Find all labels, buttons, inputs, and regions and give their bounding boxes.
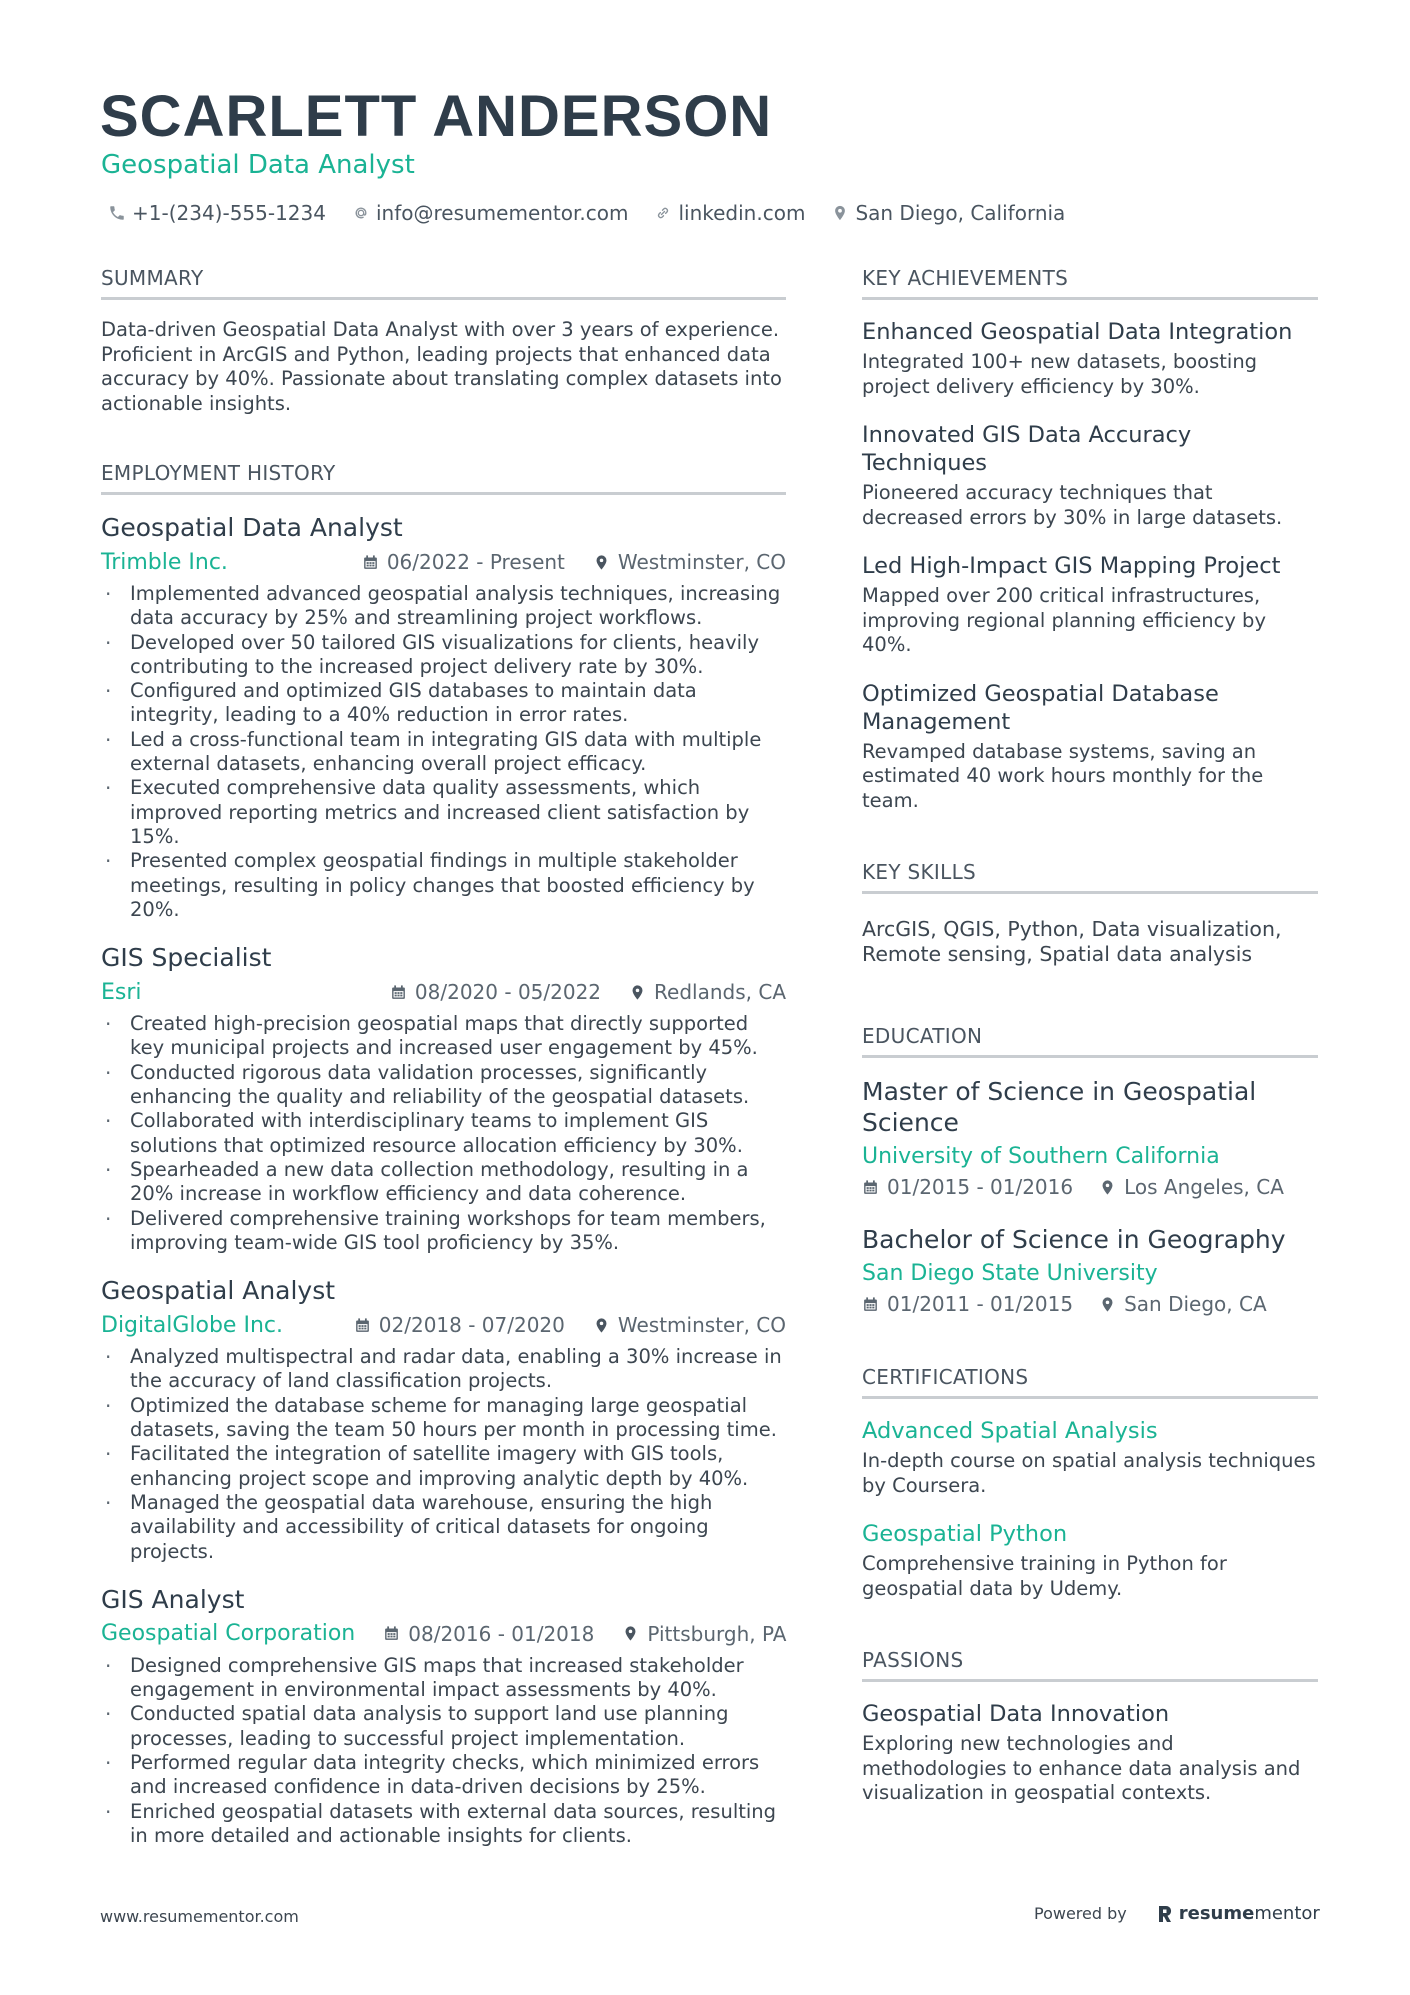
calendar-icon (383, 1625, 400, 1642)
achievement-title: Enhanced Geospatial Data Integration (862, 319, 1293, 345)
job-location-text: Pittsburgh, PA (647, 1621, 787, 1646)
education-location-text: San Diego, CA (1124, 1292, 1267, 1316)
summary-heading: SUMMARY (101, 266, 786, 300)
list-item: · Conducted spatial data analysis to support land use planning processes, leading to successful project implementation. (101, 1702, 786, 1751)
brand-name-bold: resume (1178, 1903, 1255, 1924)
footer-branding (1034, 1903, 1320, 1924)
job-dates-text: 06/2022 - Present (386, 550, 565, 574)
job-location-text: Westminster, CO (617, 1313, 786, 1338)
education-meta (862, 1289, 1318, 1319)
location-pin-icon (593, 554, 610, 571)
left-column (101, 266, 786, 1848)
location-pin-icon (622, 1625, 639, 1642)
calendar-icon (390, 984, 407, 1001)
certification-desc: Comprehensive training in Python for geospatial data by Udemy. (862, 1552, 1227, 1600)
certification-item (862, 1417, 1318, 1498)
job-company: Trimble Inc. (101, 549, 228, 575)
contact-linkedin[interactable] (654, 201, 805, 225)
employment-heading: EMPLOYMENT HISTORY (101, 461, 786, 495)
achievement-title: Led High-Impact GIS Mapping Project (862, 553, 1281, 579)
job-bullets (101, 582, 786, 922)
education-school: University of Southern California (862, 1144, 1220, 1169)
education-dates (862, 1292, 1073, 1316)
job-meta (101, 546, 786, 578)
education-degree: Bachelor of Science in Geography (862, 1225, 1286, 1254)
list-item: · Spearheaded a new data collection methodology, resulting in a 20% increase in workflow efficiency and data coherence. (101, 1158, 786, 1207)
linkedin-text: linkedin.com (678, 201, 806, 225)
footer-website[interactable]: www.resumementor.com (100, 1907, 299, 1926)
at-icon (352, 204, 370, 222)
job-dates (383, 1622, 594, 1646)
calendar-icon (862, 1179, 879, 1196)
achievements-heading: KEY ACHIEVEMENTS (862, 266, 1318, 300)
education-degree: Master of Science in Geospatial Science (862, 1077, 1257, 1137)
contact-phone[interactable] (108, 201, 326, 225)
job-dates-text: 08/2016 - 01/2018 (408, 1621, 595, 1646)
calendar-icon (354, 1317, 371, 1334)
skills-heading: KEY SKILLS (862, 860, 1318, 894)
education-item (862, 1076, 1318, 1202)
contact-email[interactable] (352, 201, 628, 225)
location-pin-icon (593, 1317, 610, 1334)
job-company: Esri (101, 979, 142, 1005)
education-dates-text: 01/2015 - 01/2016 (887, 1175, 1074, 1199)
email-text: info@resumementor.com (375, 201, 629, 225)
education-dates (862, 1175, 1073, 1199)
job-location (593, 550, 786, 574)
achievement-desc: Integrated 100+ new datasets, boosting project delivery efficiency by 30%. (862, 350, 1258, 398)
location-text: San Diego, California (855, 201, 1066, 225)
contact-location (831, 201, 1065, 225)
achievement-title: Optimized Geospatial Database Management (862, 680, 1219, 735)
job-dates-text: 02/2018 - 07/2020 (378, 1313, 565, 1338)
location-pin-icon (1099, 1179, 1116, 1196)
job-title: Geospatial Data Analyst (101, 513, 403, 542)
calendar-icon (862, 1296, 879, 1313)
achievement-item (862, 318, 1318, 399)
job-bullets (101, 1654, 786, 1848)
list-item: · Managed the geospatial data warehouse, ensuring the high availability and accessibility of critical datasets for ongoing projects. (101, 1491, 786, 1564)
list-item: · Facilitated the integration of satellite imagery with GIS tools, enhancing project scope and improving analytic depth by 40%. (101, 1442, 786, 1491)
list-item: · Developed over 50 tailored GIS visualizations for clients, heavily contributing to the increased project delivery rate by 30%. (101, 631, 786, 680)
list-item: · Collaborated with interdisciplinary teams to implement GIS solutions that optimized resource allocation efficiency by 30%. (101, 1109, 786, 1158)
certification-desc: In-depth course on spatial analysis techniques by Coursera. (862, 1449, 1316, 1497)
list-item: · Analyzed multispectral and radar data, enabling a 30% increase in the accuracy of land classification projects. (101, 1345, 786, 1394)
education-meta (862, 1172, 1318, 1202)
calendar-icon (362, 554, 379, 571)
list-item: · Enriched geospatial datasets with external data sources, resulting in more detailed and actionable insights for clients. (101, 1800, 786, 1849)
job-entry (101, 1275, 786, 1564)
passions-heading: PASSIONS (862, 1648, 1318, 1682)
passion-item (862, 1700, 1318, 1806)
list-item: · Designed comprehensive GIS maps that increased stakeholder engagement in environmental impact assessments by 40%. (101, 1654, 786, 1703)
education-heading: EDUCATION (862, 1024, 1318, 1058)
job-title: GIS Analyst (101, 1584, 245, 1614)
list-item: · Optimized the database scheme for managing large geospatial datasets, saving the team 50 hours per month in processing time. (101, 1394, 786, 1443)
resumementor-logo-icon (1157, 1904, 1173, 1924)
candidate-role: Geospatial Data Analyst (101, 150, 415, 180)
certification-item (862, 1520, 1318, 1601)
list-item: · Implemented advanced geospatial analysis techniques, increasing data accuracy by 25% and streamlining project workflows. (101, 582, 786, 631)
certifications-heading: CERTIFICATIONS (862, 1365, 1318, 1399)
achievement-item (862, 680, 1318, 814)
location-pin-icon (1099, 1296, 1116, 1313)
list-item: · Configured and optimized GIS databases to maintain data integrity, leading to a 40% reduction in error rates. (101, 679, 786, 728)
job-dates (362, 550, 565, 574)
list-item: · Conducted rigorous data validation processes, significantly enhancing the quality and reliability of the geospatial datasets. (101, 1061, 786, 1110)
job-location-text: Westminster, CO (617, 550, 786, 574)
achievement-desc: Mapped over 200 critical infrastructures, improving regional planning efficiency by 40%. (862, 584, 1266, 656)
phone-text: +1-(234)-555-1234 (132, 201, 326, 225)
contact-bar (108, 198, 1091, 228)
job-location (593, 1313, 786, 1337)
right-column (862, 266, 1318, 1806)
job-bullets (101, 1012, 786, 1255)
list-item: · Created high-precision geospatial maps that directly supported key municipal projects and increased user engagement by 45%. (101, 1012, 786, 1061)
education-location-text: Los Angeles, CA (1124, 1175, 1284, 1199)
list-item: · Presented complex geospatial findings in multiple stakeholder meetings, resulting in policy changes that boosted efficiency by 20%. (101, 849, 786, 922)
job-title: Geospatial Analyst (101, 1276, 336, 1306)
location-pin-icon (629, 984, 646, 1001)
candidate-name: SCARLETT ANDERSON (100, 84, 773, 149)
job-entry (101, 942, 786, 1255)
phone-icon (108, 204, 126, 222)
job-company: DigitalGlobe Inc. (101, 1312, 283, 1338)
location-pin-icon (831, 204, 849, 222)
education-school: San Diego State University (862, 1261, 1158, 1286)
achievement-item (862, 421, 1318, 530)
link-icon (654, 204, 672, 222)
summary-text: Data-driven Geospatial Data Analyst with over 3 years of experience. Proficient in ArcGIS and Python, leading projects that enhanced data accuracy by 40%. Passionate about translating complex datasets into actionable insights. (101, 318, 782, 415)
achievement-desc: Revamped database systems, saving an estimated 40 work hours monthly for the team. (862, 739, 1264, 812)
education-item (862, 1224, 1318, 1319)
job-location (622, 1622, 786, 1646)
achievement-item (862, 552, 1318, 658)
job-title: GIS Specialist (101, 943, 272, 973)
job-meta (101, 976, 786, 1008)
certification-title: Geospatial Python (862, 1521, 1068, 1547)
job-meta (101, 1618, 786, 1650)
achievement-title: Innovated GIS Data Accuracy Techniques (862, 422, 1192, 476)
job-dates-text: 08/2020 - 05/2022 (414, 980, 602, 1005)
certification-title: Advanced Spatial Analysis (862, 1418, 1158, 1444)
job-entry (101, 1584, 786, 1848)
job-location-text: Redlands, CA (654, 980, 786, 1005)
brand-name-light: mentor (1254, 1903, 1320, 1924)
education-location (1099, 1175, 1284, 1199)
job-location (629, 980, 786, 1004)
education-dates-text: 01/2011 - 01/2015 (887, 1292, 1074, 1316)
brand-logo[interactable] (1157, 1903, 1320, 1924)
education-location (1099, 1292, 1267, 1316)
passion-desc: Exploring new technologies and methodologies to enhance data analysis and visualization in geospatial contexts. (862, 1732, 1301, 1804)
list-item: · Performed regular data integrity checks, which minimized errors and increased confidence in data-driven decisions by 25%. (101, 1751, 786, 1800)
job-meta (101, 1309, 786, 1341)
job-bullets (101, 1345, 786, 1564)
job-dates (390, 980, 601, 1004)
list-item: · Delivered comprehensive training workshops for team members, improving team-wide GIS tool proficiency by 35%. (101, 1207, 786, 1256)
skills-text: ArcGIS, QGIS, Python, Data visualization, Remote sensing, Spatial data analysis (862, 917, 1282, 966)
job-company: Geospatial Corporation (101, 1621, 356, 1647)
list-item: · Led a cross-functional team in integrating GIS data with multiple external datasets, enhancing overall project efficacy. (101, 728, 786, 777)
list-item: · Executed comprehensive data quality assessments, which improved reporting metrics and increased client satisfaction by 15%. (101, 776, 786, 849)
achievement-desc: Pioneered accuracy techniques that decreased errors by 30% in large datasets. (862, 481, 1283, 529)
job-dates (354, 1313, 565, 1337)
job-entry (101, 512, 786, 922)
passion-title: Geospatial Data Innovation (862, 1701, 1170, 1727)
powered-by-text: Powered by (1034, 1904, 1127, 1923)
